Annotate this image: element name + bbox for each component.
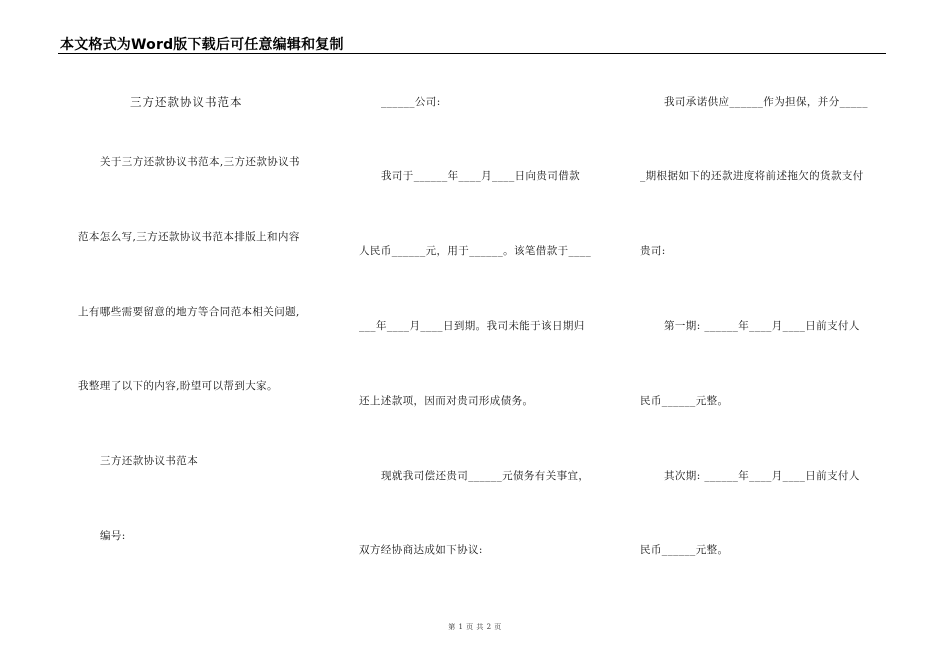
paragraph-line: ______公司: [381, 96, 441, 108]
paragraph-line: 民币______元整。 [640, 395, 729, 407]
section-heading: 三方还款协议书范本 [100, 455, 199, 467]
paragraph-line: 范本怎么写,三方还款协议书范本排版上和内容 [78, 231, 300, 243]
paragraph-line: ___年____月____日到期。我司未能于该日期归 [359, 320, 585, 332]
paragraph-line: 现就我司偿还贵司______元债务有关事宜， [381, 470, 590, 482]
paragraph-line: 民币______元整。 [640, 544, 729, 556]
paragraph-line: 还上述款项，因而对贵司形成债务。 [359, 395, 534, 407]
paragraph-line: 人民币______元，用于______。该笔借款于____ [359, 245, 592, 257]
paragraph-line: _期根据如下的还款进度将前述拖欠的货款支付 [640, 170, 864, 182]
paragraph-line: 双方经协商达成如下协议: [359, 544, 483, 556]
page-indicator: 第 1 页 共 2 页 [448, 623, 502, 631]
paragraph-line: 上有哪些需要留意的地方等合同范本相关问题, [78, 306, 300, 318]
paragraph-line: 编号: [100, 530, 126, 542]
paragraph-line: 我司于______年____月____日向贵司借款 [381, 170, 580, 182]
paragraph-line: 关于三方还款协议书范本,三方还款协议书 [100, 156, 300, 168]
paragraph-line: 我整理了以下的内容,盼望可以帮到大家。 [78, 380, 278, 392]
paragraph-line: 其次期: ______年____月____日前支付人 [664, 470, 860, 482]
paragraph-line: 我司承诺供应______作为担保，并分_____ [664, 96, 868, 108]
document-title: 三方还款协议书范本 [130, 95, 243, 109]
paragraph-line: 第一期: ______年____月____日前支付人 [664, 320, 860, 332]
document-banner: 本文格式为Word版下载后可任意编辑和复制 [60, 37, 344, 53]
paragraph-line: 贵司: [640, 245, 666, 257]
